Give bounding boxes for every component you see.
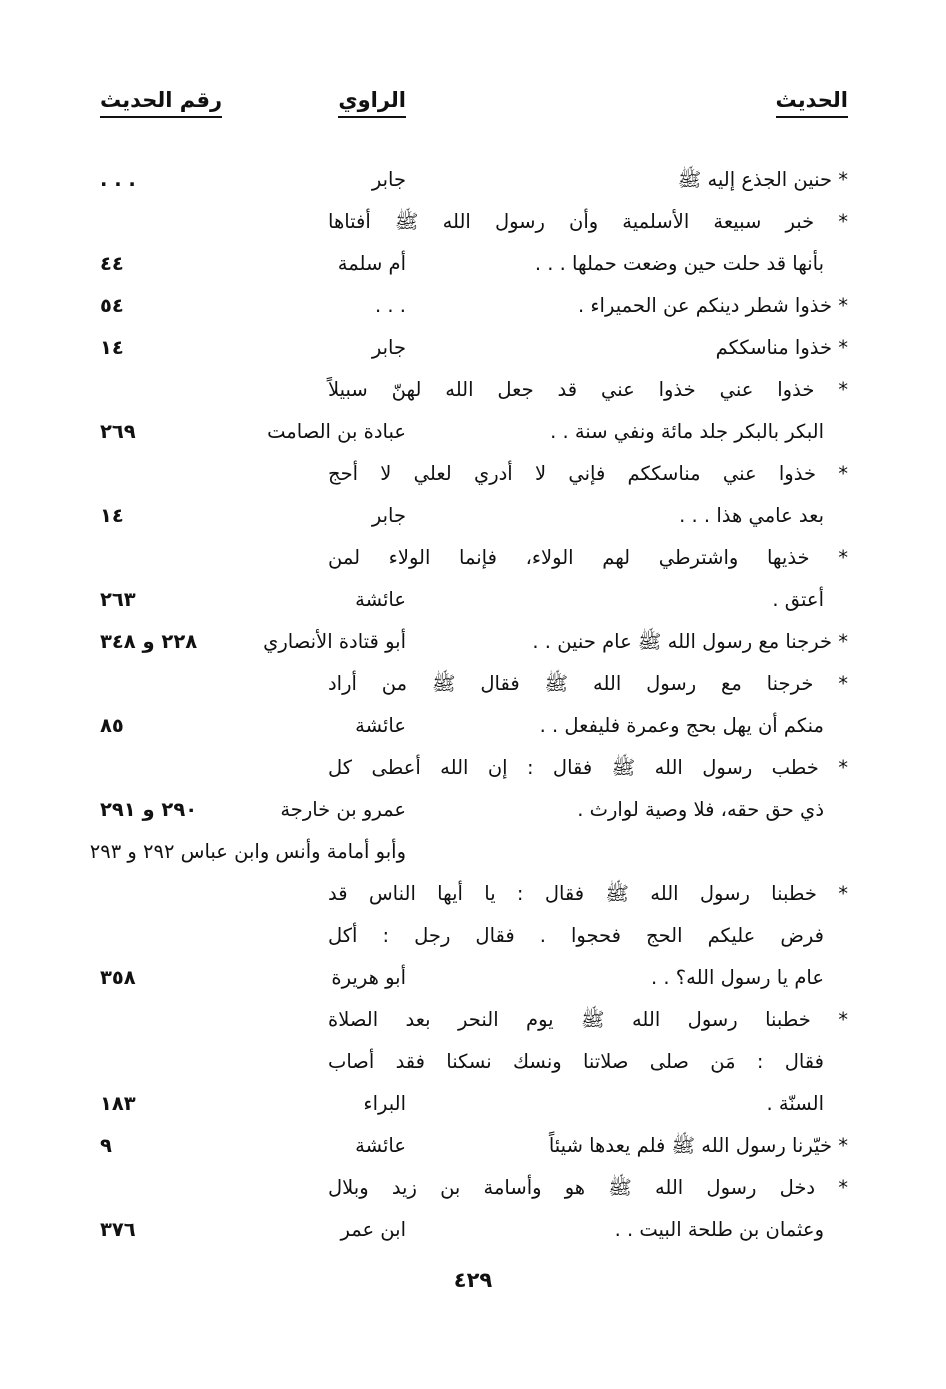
hadith-text: * خرجنا مع رسول الله ﷺ عام حنين . . [532,630,848,653]
narrator: عبادة بن الصامت [267,420,406,443]
hadith-number: ٩ [100,1134,112,1157]
header-hadith: الحديث [776,88,848,118]
hadith-text: عام يا رسول الله؟ . . [650,966,824,989]
hadith-number: ٤٤ [100,252,124,275]
narrator: ابن عمر [340,1218,406,1241]
hadith-number: . . . [100,168,136,191]
hadith-text: * خذوا عني مناسككم فإني لا أدري لعلي لا أحج [328,462,848,485]
hadith-number: ٣٥٨ [100,966,136,989]
narrator: أبو هريرة [331,966,406,989]
hadith-number: ٢٦٣ [100,588,136,611]
narrator-continued: وأبو أمامة وأنس وابن عباس ٢٩٢ و ٢٩٣ [89,840,406,863]
narrator: جابر [371,504,406,527]
hadith-text: * خرجنا مع رسول الله ﷺ فقال ﷺ من أراد [328,672,848,695]
narrator: عائشة [355,588,406,611]
hadith-text: * خيّرنا رسول الله ﷺ فلم يعدها شيئاً [548,1134,848,1157]
hadith-text: منكم أن يهل بحج وعمرة فليفعل . . [539,714,824,737]
hadith-text: * خبر سبيعة الأسلمية وأن رسول الله ﷺ أفتاها [328,210,848,233]
hadith-text: * خطب رسول الله ﷺ فقال : إن الله أعطى كل [328,756,848,779]
hadith-text: بأنها قد حلت حين وضعت حملها . . . [534,252,824,275]
hadith-text: * خذوا عني خذوا عني قد جعل الله لهنّ سبيلاً [328,378,848,401]
hadith-text: بعد عامي هذا . . . [679,504,824,527]
hadith-text: * خذوا شطر دينكم عن الحميراء . [577,294,848,317]
hadith-text: * دخل رسول الله ﷺ هو وأسامة بن زيد وبلال [328,1176,848,1199]
hadith-text: ذي حق حقه، فلا وصية لوارث . [577,798,824,821]
hadith-text: * خذيها واشترطي لهم الولاء، فإنما الولاء لمن [328,546,848,569]
hadith-number: ٢٦٩ [100,420,136,443]
narrator: أبو قتادة الأنصاري [263,630,406,653]
hadith-number: ٨٥ [100,714,124,737]
hadith-text: أعتق . [772,588,824,611]
narrator: عائشة [355,714,406,737]
hadith-number: ٢٩٠ و ٢٩١ [100,798,198,821]
header-rawi: الراوي [338,88,406,118]
hadith-text: البكر بالبكر جلد مائة ونفي سنة . . [550,420,824,443]
narrator: أم سلمة [337,252,406,275]
hadith-number: ١٤ [100,504,124,527]
hadith-text: * خطبنا رسول الله ﷺ فقال : يا أيها الناس قد [328,882,848,905]
narrator: عائشة [355,1134,406,1157]
hadith-text: * حنين الجذع إليه ﷺ [677,168,848,191]
hadith-text: * خطبنا رسول الله ﷺ يوم النحر بعد الصلاة [328,1008,848,1031]
hadith-text: * خذوا مناسككم [715,336,848,359]
header-number: رقم الحديث [100,88,222,118]
hadith-text: وعثمان بن طلحة البيت . . [614,1218,824,1241]
hadith-text: السنّة . [766,1092,824,1115]
narrator: . . . [375,294,406,317]
page-number: ٤٢٩ [453,1268,493,1292]
hadith-number: ٥٤ [100,294,124,317]
narrator: جابر [371,168,406,191]
narrator: جابر [371,336,406,359]
hadith-text: فرض عليكم الحج فحجوا . فقال رجل : أكل [328,924,824,947]
hadith-number: ١٤ [100,336,124,359]
hadith-number: ٢٢٨ و ٣٤٨ [100,630,198,653]
hadith-number: ٣٧٦ [100,1218,136,1241]
hadith-number: ١٨٣ [100,1092,136,1115]
narrator: البراء [363,1092,406,1115]
hadith-text: فقال : مَن صلى صلاتنا ونسك نسكنا فقد أصاب [328,1050,824,1073]
narrator: عمرو بن خارجة [280,798,406,821]
